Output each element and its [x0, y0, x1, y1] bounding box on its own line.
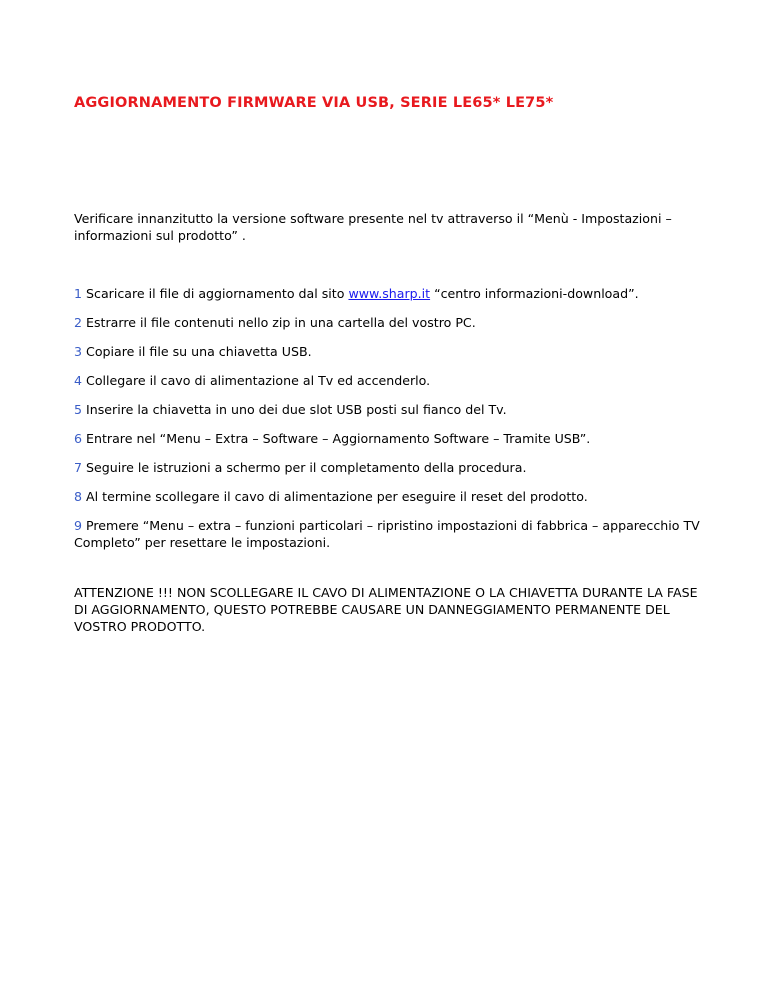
steps-list [74, 285, 714, 563]
step-9 [74, 517, 714, 551]
step-text: Al termine scollegare il cavo di alimentazione per eseguire il reset del prodotto. [86, 489, 588, 504]
step-text: Collegare il cavo di alimentazione al Tv ed accenderlo. [86, 373, 431, 388]
step-number: 6 [74, 431, 83, 446]
step-number: 3 [74, 344, 83, 359]
step-2 [74, 314, 714, 331]
step-1 [74, 285, 714, 302]
step-number: 9 [74, 518, 83, 533]
sharp-website-link[interactable]: www.sharp.it [348, 286, 431, 301]
step-text: Inserire la chiavetta in uno dei due slot USB posti sul fianco del Tv. [86, 402, 507, 417]
step-number: 4 [74, 373, 83, 388]
step-text: Entrare nel “Menu – Extra – Software – Aggiornamento Software – Tramite USB”. [86, 431, 591, 446]
step-6 [74, 430, 714, 447]
step-number: 2 [74, 315, 83, 330]
warning-paragraph: ATTENZIONE !!! NON SCOLLEGARE IL CAVO DI ALIMENTAZIONE O LA CHIAVETTA DURANTE LA FASE DI AGGIORNAMENTO, QUESTO POTREBBE CAUSARE UN DANNEGGIAMENTO PERMANENTE DEL VOSTRO PRODOTTO. [74, 585, 698, 634]
step-3 [74, 343, 714, 360]
document-title: AGGIORNAMENTO FIRMWARE VIA USB, SERIE LE65* LE75* [74, 95, 554, 111]
step-text: Scaricare il file di aggiornamento dal sito [86, 286, 349, 301]
intro-paragraph: Verificare innanzitutto la versione software presente nel tv attraverso il “Menù - Impostazioni – informazioni sul prodotto” . [74, 211, 672, 243]
step-number: 1 [74, 286, 83, 301]
step-5 [74, 401, 714, 418]
step-4 [74, 372, 714, 389]
step-8 [74, 488, 714, 505]
step-text: Seguire le istruzioni a schermo per il completamento della procedura. [86, 460, 527, 475]
step-text-after-link: “centro informazioni-download”. [430, 286, 639, 301]
step-7 [74, 459, 714, 476]
step-text: Copiare il file su una chiavetta USB. [86, 344, 312, 359]
step-text: Premere “Menu – extra – funzioni particolari – ripristino impostazioni di fabbrica – apparecchio TV Completo” per resettare le impostazioni. [74, 518, 700, 550]
step-number: 8 [74, 489, 83, 504]
step-text: Estrarre il file contenuti nello zip in una cartella del vostro PC. [86, 315, 476, 330]
step-number: 7 [74, 460, 83, 475]
step-number: 5 [74, 402, 83, 417]
